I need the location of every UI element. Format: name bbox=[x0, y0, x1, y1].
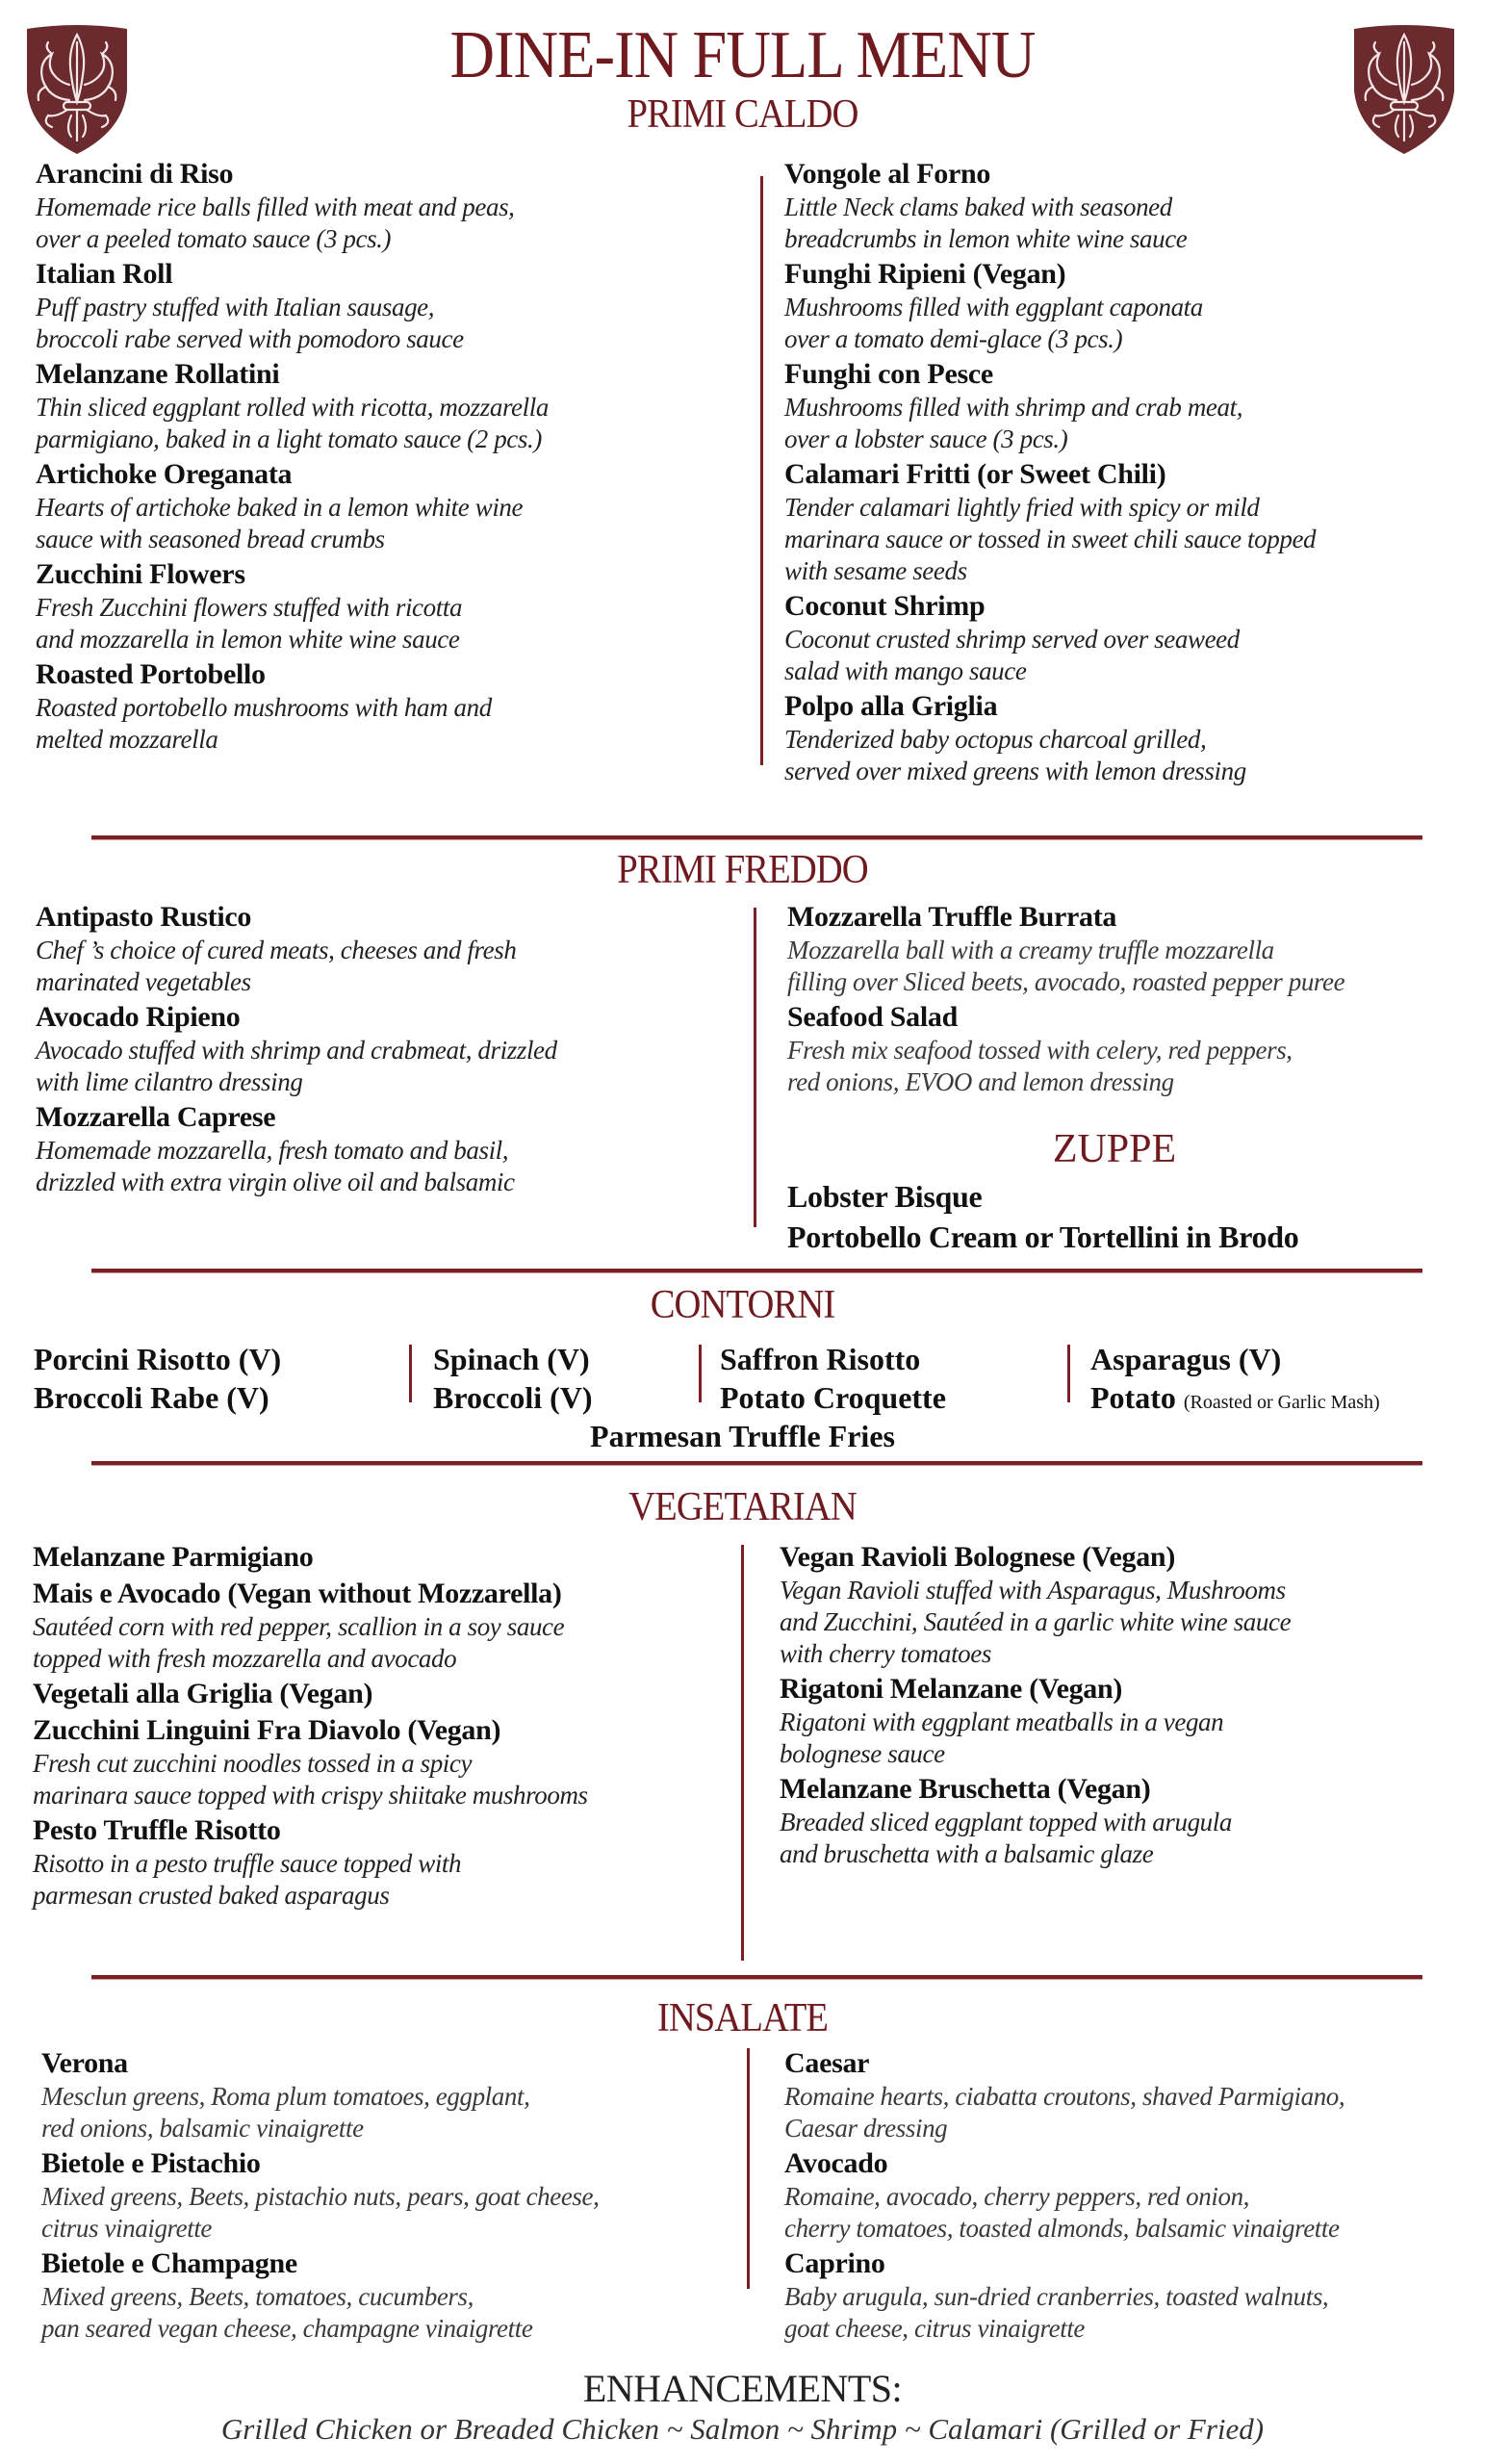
section-title-insalate: INSALATE bbox=[656, 1996, 829, 2040]
menu-item bbox=[780, 1672, 1472, 1770]
menu-item-name: Italian Roll bbox=[36, 258, 173, 290]
contorni-item: Potato Croquette bbox=[720, 1380, 946, 1415]
menu-item-description: Little Neck clams baked with seasoned bbox=[784, 192, 1172, 221]
menu-item-description: with cherry tomatoes bbox=[780, 1639, 991, 1668]
menu-item-description: served over mixed greens with lemon dressing bbox=[784, 757, 1246, 785]
menu-item-name: Avocado Ripieno bbox=[36, 1001, 241, 1033]
menu-item-description: Fresh mix seafood tossed with celery, red peppers, bbox=[787, 1036, 1293, 1065]
menu-item-name: Bietole e Champagne bbox=[41, 2247, 297, 2279]
menu-item-description: Caesar dressing bbox=[784, 2114, 948, 2143]
menu-item-name: Caesar bbox=[784, 2047, 870, 2079]
menu-item-description: goat cheese, citrus vinaigrette bbox=[784, 2314, 1086, 2343]
menu-item-name: Antipasto Rustico bbox=[36, 901, 252, 933]
enhancements-line: Grilled Chicken or Breaded Chicken ~ Salmon ~ Shrimp ~ Calamari (Grilled or Fried) bbox=[220, 2412, 1265, 2446]
menu-item-description: Homemade mozzarella, fresh tomato and basil, bbox=[36, 1136, 509, 1165]
menu-item-name: Funghi con Pesce bbox=[784, 358, 993, 390]
menu-item bbox=[36, 657, 748, 756]
menu-item-name: Mozzarella Caprese bbox=[36, 1101, 276, 1133]
menu-item-description: marinara sauce or tossed in sweet chili sauce topped bbox=[784, 525, 1317, 553]
menu-item bbox=[784, 157, 1477, 255]
column-divider bbox=[747, 2048, 750, 2289]
menu-item bbox=[33, 1713, 735, 1811]
menu-item bbox=[36, 1000, 748, 1098]
column-divider bbox=[754, 908, 756, 1227]
contorni-column-3 bbox=[720, 1340, 946, 1417]
menu-item bbox=[33, 1577, 735, 1675]
column-divider bbox=[699, 1345, 702, 1402]
menu-item bbox=[33, 1813, 735, 1912]
menu-item bbox=[787, 1000, 1480, 1098]
menu-item-description: Rigatoni with eggplant meatballs in a vegan bbox=[780, 1707, 1224, 1736]
menu-item-name: Vegan Ravioli Bolognese (Vegan) bbox=[780, 1541, 1176, 1573]
menu-item-description: Risotto in a pesto truffle sauce topped with bbox=[33, 1849, 462, 1878]
menu-item-name: Melanzane Bruschetta (Vegan) bbox=[780, 1773, 1151, 1805]
menu-item bbox=[36, 900, 748, 998]
menu-item-description: and Zucchini, Sautéed in a garlic white wine sauce bbox=[780, 1607, 1292, 1636]
menu-item-description: salad with mango sauce bbox=[784, 656, 1027, 685]
menu-item-description: Avocado stuffed with shrimp and crabmeat, drizzled bbox=[36, 1036, 557, 1065]
menu-item bbox=[784, 2046, 1477, 2144]
insalate-left-column bbox=[41, 2046, 744, 2347]
contorni-column-2 bbox=[433, 1340, 593, 1417]
menu-item-description: Mixed greens, Beets, pistachio nuts, pears, goat cheese, bbox=[41, 2182, 600, 2211]
menu-item-description: parmesan crusted baked asparagus bbox=[33, 1881, 390, 1910]
contorni-item-potato: Potato (Roasted or Garlic Mash) bbox=[1090, 1380, 1380, 1415]
menu-item-description: Fresh cut zucchini noodles tossed in a spicy bbox=[33, 1749, 473, 1778]
menu-item-description: sauce with seasoned bread crumbs bbox=[36, 525, 385, 553]
potato-note: (Roasted or Garlic Mash) bbox=[1183, 1392, 1380, 1413]
menu-item-description: filling over Sliced beets, avocado, roasted pepper puree bbox=[787, 967, 1345, 996]
menu-item-name: Artichoke Oreganata bbox=[36, 458, 293, 490]
menu-item bbox=[36, 357, 748, 455]
enhancements-title: ENHANCEMENTS: bbox=[582, 2367, 903, 2410]
menu-item-description: cherry tomatoes, toasted almonds, balsamic vinaigrette bbox=[784, 2214, 1340, 2243]
menu-item bbox=[41, 2146, 744, 2245]
menu-item-description: Romaine hearts, ciabatta croutons, shaved Parmigiano, bbox=[784, 2082, 1345, 2111]
menu-item-description: Homemade rice balls filled with meat and peas, bbox=[36, 192, 515, 221]
menu-item-name: Avocado bbox=[784, 2147, 888, 2179]
menu-item bbox=[780, 1772, 1472, 1870]
contorni-item: Porcini Risotto (V) bbox=[34, 1342, 282, 1376]
zuppe-list bbox=[787, 1176, 1480, 1257]
section-title-zuppe: ZUPPE bbox=[1052, 1127, 1177, 1171]
menu-item-name: Arancini di Riso bbox=[36, 158, 234, 190]
menu-item-name: Seafood Salad bbox=[787, 1001, 958, 1033]
menu-item bbox=[784, 357, 1477, 455]
menu-item bbox=[36, 557, 748, 655]
section-divider bbox=[91, 1461, 1422, 1465]
menu-item-description: parmigiano, baked in a light tomato sauce (2 pcs.) bbox=[36, 424, 542, 453]
section-divider bbox=[91, 1269, 1422, 1272]
menu-item-name: Mozzarella Truffle Burrata bbox=[787, 901, 1117, 933]
menu-item bbox=[33, 1677, 735, 1711]
menu-item-description: Mushrooms filled with shrimp and crab meat, bbox=[784, 393, 1243, 422]
menu-item bbox=[784, 689, 1477, 787]
menu-item-name: Zucchini Linguini Fra Diavolo (Vegan) bbox=[33, 1714, 501, 1746]
menu-item-description: red onions, EVOO and lemon dressing bbox=[787, 1067, 1174, 1096]
menu-item-description: Puff pastry stuffed with Italian sausage, bbox=[36, 293, 435, 321]
menu-item bbox=[36, 457, 748, 555]
menu-item-description: and mozzarella in lemon white wine sauce bbox=[36, 625, 460, 654]
contorni-column-4 bbox=[1090, 1340, 1380, 1422]
vegetarian-left-column bbox=[33, 1540, 735, 1913]
contorni-item: Spinach (V) bbox=[433, 1342, 590, 1376]
section-title-contorni: CONTORNI bbox=[650, 1283, 835, 1327]
menu-item-description: marinara sauce topped with crispy shiitake mushrooms bbox=[33, 1781, 588, 1810]
menu-item-description: Sautéed corn with red pepper, scallion in a soy sauce bbox=[33, 1612, 565, 1641]
section-divider bbox=[91, 1975, 1422, 1979]
menu-item-name: Coconut Shrimp bbox=[784, 590, 986, 622]
menu-item-name: Verona bbox=[41, 2047, 128, 2079]
primi-freddo-left-column bbox=[36, 900, 748, 1200]
menu-item-name: Rigatoni Melanzane (Vegan) bbox=[780, 1673, 1123, 1705]
section-title-primi-caldo: PRIMI CALDO bbox=[627, 92, 858, 137]
menu-item-description: over a lobster sauce (3 pcs.) bbox=[784, 424, 1068, 453]
menu-item bbox=[784, 257, 1477, 355]
menu-item-description: melted mozzarella bbox=[36, 725, 218, 754]
menu-item bbox=[36, 1100, 748, 1198]
contorni-item: Asparagus (V) bbox=[1090, 1342, 1282, 1376]
menu-item-name: Caprino bbox=[784, 2247, 885, 2279]
menu-item-description: over a peeled tomato sauce (3 pcs.) bbox=[36, 224, 392, 253]
menu-item bbox=[41, 2046, 744, 2144]
menu-item bbox=[784, 589, 1477, 687]
menu-item-description: with lime cilantro dressing bbox=[36, 1067, 303, 1096]
menu-item-name: Funghi Ripieni (Vegan) bbox=[784, 258, 1066, 290]
menu-item-description: Vegan Ravioli stuffed with Asparagus, Mushrooms bbox=[780, 1576, 1286, 1604]
menu-item-description: Hearts of artichoke baked in a lemon white wine bbox=[36, 493, 524, 522]
menu-item bbox=[787, 900, 1480, 998]
menu-item-description: Mesclun greens, Roma plum tomatoes, eggplant, bbox=[41, 2082, 530, 2111]
contorni-item: Broccoli Rabe (V) bbox=[34, 1380, 269, 1415]
menu-item-description: red onions, balsamic vinaigrette bbox=[41, 2114, 364, 2143]
menu-item-name: Zucchini Flowers bbox=[36, 558, 245, 590]
zuppe-item: Portobello Cream or Tortellini in Brodo bbox=[787, 1219, 1299, 1254]
zuppe-item: Lobster Bisque bbox=[787, 1179, 983, 1214]
menu-item bbox=[784, 457, 1477, 587]
menu-item-description: citrus vinaigrette bbox=[41, 2214, 213, 2243]
menu-item-description: Baby arugula, sun-dried cranberries, toasted walnuts, bbox=[784, 2282, 1329, 2311]
menu-item bbox=[33, 1540, 735, 1575]
menu-item-description: breadcrumbs in lemon white wine sauce bbox=[784, 224, 1188, 253]
menu-item-name: Melanzane Parmigiano bbox=[33, 1541, 314, 1573]
menu-item-description: Chef ’s choice of cured meats, cheeses and fresh bbox=[36, 936, 517, 964]
menu-item-description: Mixed greens, Beets, tomatoes, cucumbers, bbox=[41, 2282, 474, 2311]
menu-item-name: Mais e Avocado (Vegan without Mozzarella) bbox=[33, 1578, 562, 1609]
menu-item-description: Mozzarella ball with a creamy truffle mozzarella bbox=[787, 936, 1274, 964]
menu-item-description: Thin sliced eggplant rolled with ricotta, mozzarella bbox=[36, 393, 549, 422]
menu-item-description: Tender calamari lightly fried with spicy or mild bbox=[784, 493, 1260, 522]
menu-item bbox=[784, 2146, 1477, 2245]
section-title-vegetarian: VEGETARIAN bbox=[628, 1485, 857, 1529]
menu-item-description: Tenderized baby octopus charcoal grilled, bbox=[784, 725, 1207, 754]
contorni-item: Broccoli (V) bbox=[433, 1380, 593, 1415]
column-divider bbox=[760, 176, 763, 765]
menu-item-description: over a tomato demi-glace (3 pcs.) bbox=[784, 324, 1123, 353]
menu-item-name: Pesto Truffle Risotto bbox=[33, 1814, 281, 1846]
menu-item-name: Bietole e Pistachio bbox=[41, 2147, 261, 2179]
primi-freddo-right-column bbox=[787, 900, 1480, 1100]
section-title-primi-freddo: PRIMI FREDDO bbox=[617, 848, 868, 892]
menu-item-description: Roasted portobello mushrooms with ham and bbox=[36, 693, 492, 722]
menu-item-name: Vongole al Forno bbox=[784, 158, 991, 190]
contorni-column-1 bbox=[34, 1340, 281, 1417]
menu-item bbox=[36, 157, 748, 255]
menu-item-description: Mushrooms filled with eggplant caponata bbox=[784, 293, 1203, 321]
menu-item-name: Vegetali alla Griglia (Vegan) bbox=[33, 1678, 373, 1709]
primi-caldo-left-column bbox=[36, 157, 748, 757]
menu-item-description: bolognese sauce bbox=[780, 1739, 945, 1768]
menu-item-description: with sesame seeds bbox=[784, 556, 967, 585]
menu-item-name: Polpo alla Griglia bbox=[784, 690, 998, 722]
contorni-item: Saffron Risotto bbox=[720, 1342, 921, 1376]
page-title: DINE-IN FULL MENU bbox=[449, 18, 1036, 92]
menu-item-name: Melanzane Rollatini bbox=[36, 358, 280, 390]
menu-item-description: Coconut crusted shrimp served over seaweed bbox=[784, 625, 1240, 654]
column-divider bbox=[741, 1545, 744, 1961]
menu-item bbox=[41, 2246, 744, 2345]
column-divider bbox=[1067, 1345, 1070, 1402]
vegetarian-right-column bbox=[780, 1540, 1472, 1872]
menu-item-description: Breaded sliced eggplant topped with arugula bbox=[780, 1808, 1232, 1836]
menu-item-description: drizzled with extra virgin olive oil and balsamic bbox=[36, 1168, 515, 1196]
menu-item-name: Calamari Fritti (or Sweet Chili) bbox=[784, 458, 1166, 490]
section-divider bbox=[91, 835, 1422, 839]
menu-item-description: broccoli rabe served with pomodoro sauce bbox=[36, 324, 464, 353]
primi-caldo-right-column bbox=[784, 157, 1477, 789]
menu-item-description: topped with fresh mozzarella and avocado bbox=[33, 1644, 457, 1673]
menu-item-description: pan seared vegan cheese, champagne vinaigrette bbox=[41, 2314, 533, 2343]
menu-item bbox=[780, 1540, 1472, 1670]
insalate-right-column bbox=[784, 2046, 1477, 2347]
menu-item-description: Romaine, avocado, cherry peppers, red onion, bbox=[784, 2182, 1250, 2211]
menu-item bbox=[784, 2246, 1477, 2345]
contorni-centered-item: Parmesan Truffle Fries bbox=[590, 1419, 895, 1453]
menu-item-description: marinated vegetables bbox=[36, 967, 251, 996]
menu-item bbox=[36, 257, 748, 355]
column-divider bbox=[409, 1345, 412, 1402]
menu-item-name: Roasted Portobello bbox=[36, 658, 266, 690]
menu-item-description: Fresh Zucchini flowers stuffed with ricotta bbox=[36, 593, 463, 622]
menu-item-description: and bruschetta with a balsamic glaze bbox=[780, 1839, 1154, 1868]
